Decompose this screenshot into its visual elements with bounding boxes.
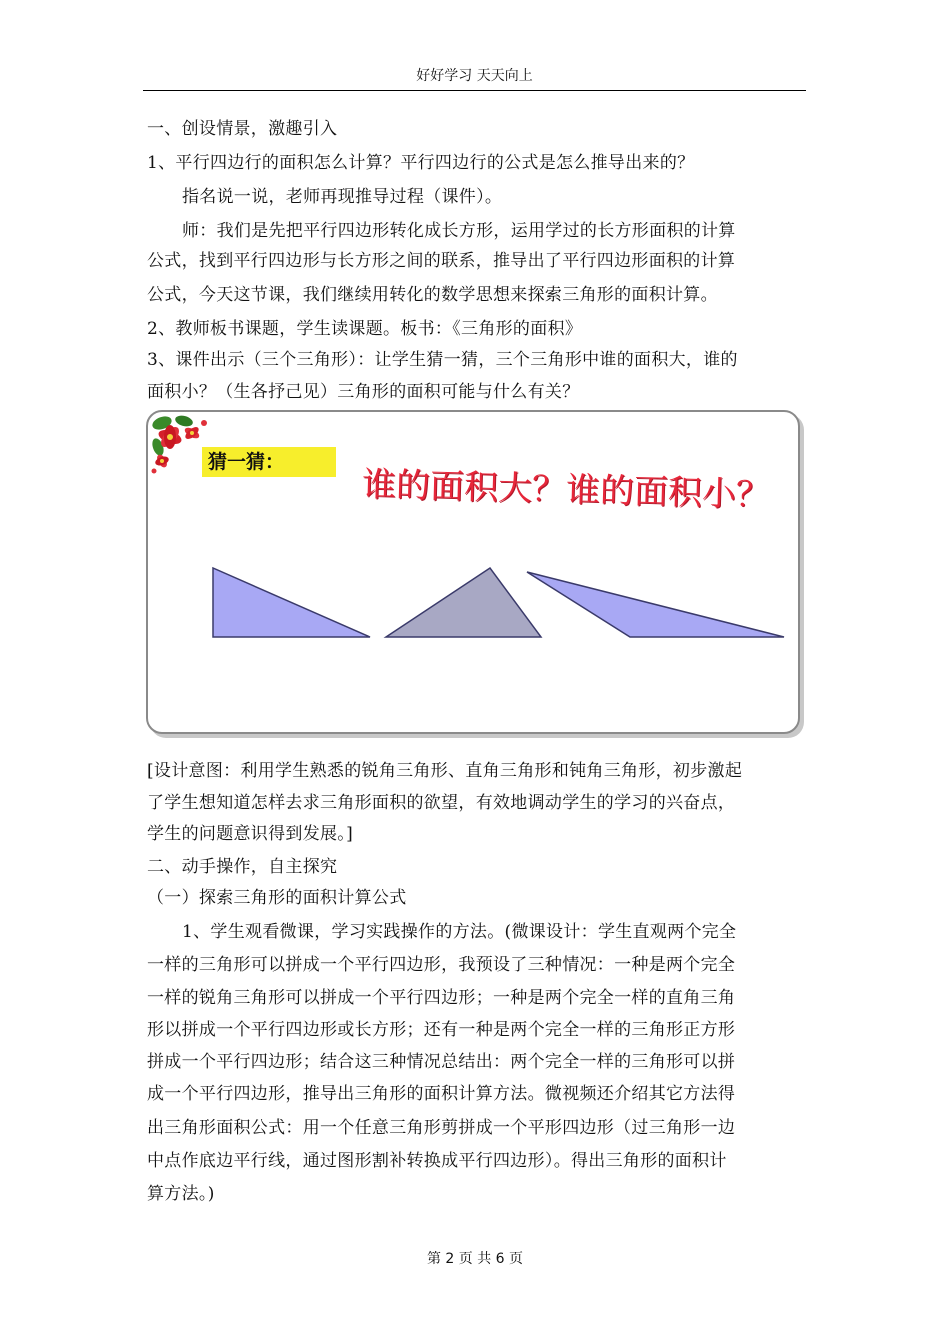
teacher-line-3: 公式，今天这节课，我们继续用转化的数学思想来探索三角形的面积计算。 [147, 285, 718, 305]
paragraph-line-7: 出三角形面积公式：用一个任意三角形剪拼成一个平形四边形（过三角形一边 [147, 1118, 736, 1138]
item-3-line-1: 3、课件出示（三个三角形）：让学生猜一猜，三个三角形中谁的面积大，谁的 [147, 350, 738, 370]
question-1: 1、平行四边行的面积怎么计算？平行四边行的公式是怎么推导出来的？ [147, 153, 695, 173]
slide-label: 猜一猜： [202, 447, 336, 477]
paragraph-line-3: 一样的锐角三角形可以拼成一个平行四边形；一种是两个完全一样的直角三角 [147, 988, 736, 1008]
paragraph-line-1: 1、学生观看微课，学习实践操作的方法。(微课设计：学生直观两个完全 [182, 922, 737, 942]
section2-subheading: （一）探索三角形的面积计算公式 [147, 888, 407, 908]
design-line-1: [设计意图：利用学生熟悉的锐角三角形、直角三角形和钝角三角形，初步激起 [147, 761, 743, 781]
teacher-line-2: 公式，找到平行四边形与长方形之间的联系，推导出了平行四边形面积的计算 [147, 251, 736, 271]
design-line-3: 学生的问题意识得到发展。] [147, 824, 354, 844]
design-line-2: 了学生想知道怎样去求三角形面积的欲望，有效地调动学生的学习的兴奋点， [147, 793, 736, 813]
item-2: 2、教师板书课题，学生读课题。板书：《三角形的面积》 [147, 319, 583, 339]
section1-heading: 一、创设情景，激趣引入 [147, 119, 338, 139]
paragraph-line-4: 形以拼成一个平行四边形或长方形；还有一种是两个完全一样的三角形正方形 [147, 1020, 736, 1040]
question-1-note: 指名说一说，老师再现推导过程（课件）。 [182, 187, 503, 207]
paragraph-line-9: 算方法。) [147, 1184, 215, 1204]
page-header: 好好学习 天天向上 [143, 62, 806, 91]
item-3-line-2: 面积小？（生各抒己见）三角形的面积可能与什么有关？ [147, 382, 580, 402]
page-footer: 第 2 页 共 6 页 [426, 1251, 524, 1267]
section2-heading: 二、动手操作，自主探究 [147, 857, 338, 877]
paragraph-line-5: 拼成一个平行四边形；结合这三种情况总结出：两个完全一样的三角形可以拼 [147, 1052, 736, 1072]
paragraph-line-8: 中点作底边平行线，通过图形割补转换成平行四边形）。得出三角形的面积计 [147, 1151, 727, 1171]
paragraph-line-2: 一样的三角形可以拼成一个平行四边形，我预设了三种情况：一种是两个完全 [147, 955, 736, 975]
paragraph-line-6: 成一个平行四边形，推导出三角形的面积计算方法。微视频还介绍其它方法得 [147, 1084, 736, 1104]
teacher-line-1: 师：我们是先把平行四边形转化成长方形，运用学过的长方形面积的计算 [182, 221, 736, 241]
slide-question: 谁的面积大？谁的面积小？ [361, 464, 771, 516]
